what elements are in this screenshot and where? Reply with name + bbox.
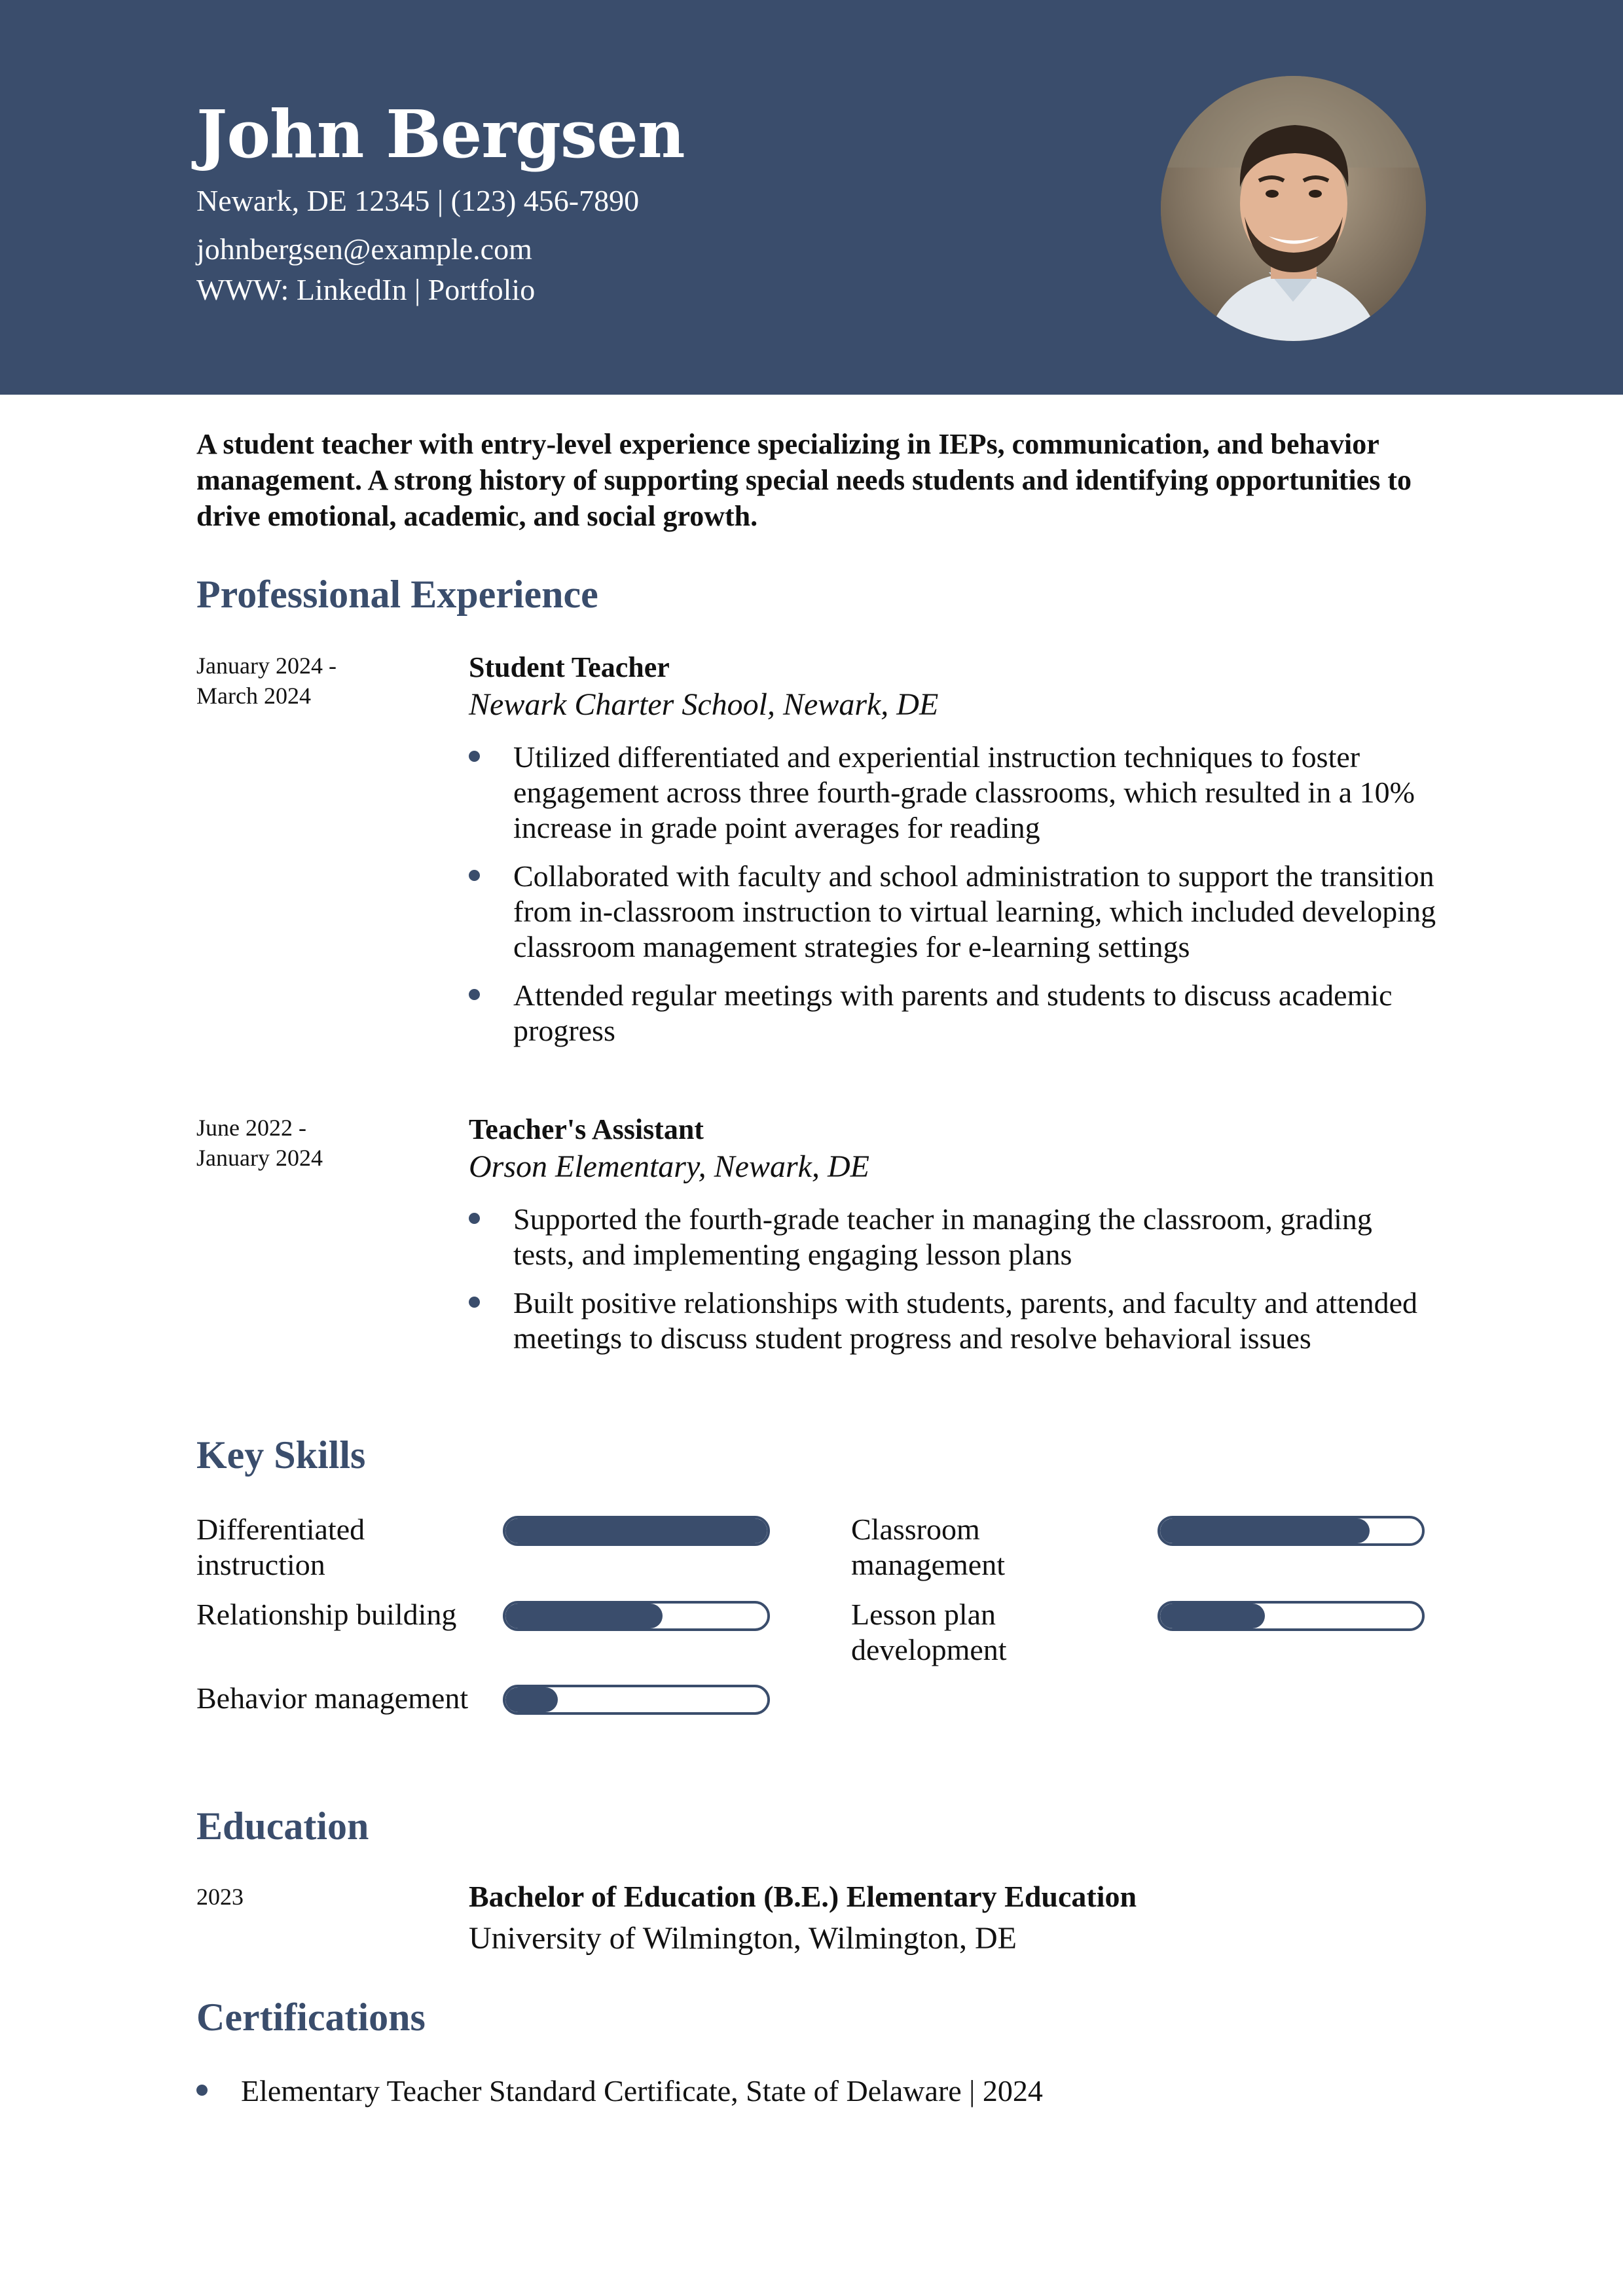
- profile-photo: [1161, 76, 1426, 341]
- professional-summary: A student teacher with entry-level experience specializing in IEPs, communication, and behavior management. A strong history of supporting special needs students and identifying opportunities to drive emotional, academic, and social growth.: [196, 428, 1412, 532]
- job-date-end: March 2024: [196, 683, 311, 709]
- bullet-text: Built positive relationships with students, parents, and faculty and attended meetings to discuss student progress and resolve behavioral issues: [513, 1286, 1418, 1355]
- job-dates: [196, 651, 432, 711]
- job-date-start: January 2024 -: [196, 653, 337, 679]
- bullet-dot-icon: [469, 870, 480, 881]
- job-title: Student Teacher: [469, 651, 670, 683]
- bullet-dot-icon: [469, 989, 480, 1000]
- profile-photo-image: [1161, 76, 1426, 341]
- job-organization: Orson Elementary, Newark, DE: [469, 1149, 869, 1184]
- bullet-text: Utilized differentiated and experiential instruction techniques to foster engagement across three fourth-grade classrooms, which resulted in a 10% increase in grade point averages for reading: [513, 740, 1415, 844]
- job-dates: [196, 1113, 432, 1173]
- skill-level-bar: [1158, 1601, 1425, 1631]
- bullet-dot-icon: [196, 2085, 208, 2096]
- skill-level-fill: [505, 1687, 558, 1712]
- job-date-end: January 2024: [196, 1145, 323, 1171]
- skill-level-fill: [1160, 1518, 1370, 1543]
- list-item: [469, 740, 1438, 846]
- skill-level-bar: [1158, 1516, 1425, 1546]
- skill-label: Classroom management: [851, 1513, 1006, 1581]
- certifications-heading: Certifications: [196, 1996, 426, 2039]
- email[interactable]: johnbergsen@example.com: [196, 232, 532, 266]
- header-banner: [0, 0, 1623, 395]
- list-item: [469, 978, 1438, 1049]
- list-item: [469, 1202, 1438, 1272]
- certification-text: Elementary Teacher Standard Certificate, State of Delaware | 2024: [241, 2074, 1043, 2108]
- job-date-start: June 2022 -: [196, 1115, 306, 1141]
- education-school: University of Wilmington, Wilmington, DE: [469, 1921, 1017, 1956]
- candidate-name: John Bergsen: [196, 96, 685, 173]
- list-item: [469, 859, 1438, 965]
- skill-label: Relationship building: [196, 1598, 457, 1631]
- education-heading: Education: [196, 1804, 369, 1848]
- bullet-dot-icon: [469, 1213, 480, 1224]
- skill-level-bar: [503, 1516, 770, 1546]
- bullet-dot-icon: [469, 1297, 480, 1308]
- experience-heading: Professional Experience: [196, 573, 598, 616]
- bullet-text: Collaborated with faculty and school administration to support the transition from in-classroom instruction to virtual learning, which included developing classroom management strategies for e-learning settings: [513, 859, 1436, 963]
- job-bullets: [469, 1202, 1438, 1369]
- skills-heading: Key Skills: [196, 1433, 366, 1477]
- skill-label: Behavior management: [196, 1681, 469, 1715]
- web-links[interactable]: WWW: LinkedIn | Portfolio: [196, 273, 536, 306]
- job-organization: Newark Charter School, Newark, DE: [469, 687, 939, 722]
- skill-level-fill: [1160, 1604, 1265, 1628]
- skill-level-fill: [505, 1604, 663, 1628]
- list-item: [196, 2073, 1043, 2109]
- skill-label: Lesson plan development: [851, 1598, 1007, 1666]
- bullet-dot-icon: [469, 751, 480, 762]
- skill-level-bar: [503, 1601, 770, 1631]
- list-item: [469, 1285, 1438, 1356]
- education-year: 2023: [196, 1884, 244, 1910]
- skill-level-bar: [503, 1685, 770, 1715]
- education-degree: Bachelor of Education (B.E.) Elementary Education: [469, 1880, 1137, 1913]
- bullet-text: Supported the fourth-grade teacher in managing the classroom, grading tests, and implementing engaging lesson plans: [513, 1202, 1372, 1271]
- skill-level-fill: [505, 1518, 767, 1543]
- job-bullets: [469, 740, 1438, 1062]
- skill-label: Differentiated instruction: [196, 1513, 365, 1581]
- job-title: Teacher's Assistant: [469, 1113, 704, 1145]
- bullet-text: Attended regular meetings with parents and students to discuss academic progress: [513, 978, 1393, 1047]
- location-phone: Newark, DE 12345 | (123) 456-7890: [196, 184, 640, 217]
